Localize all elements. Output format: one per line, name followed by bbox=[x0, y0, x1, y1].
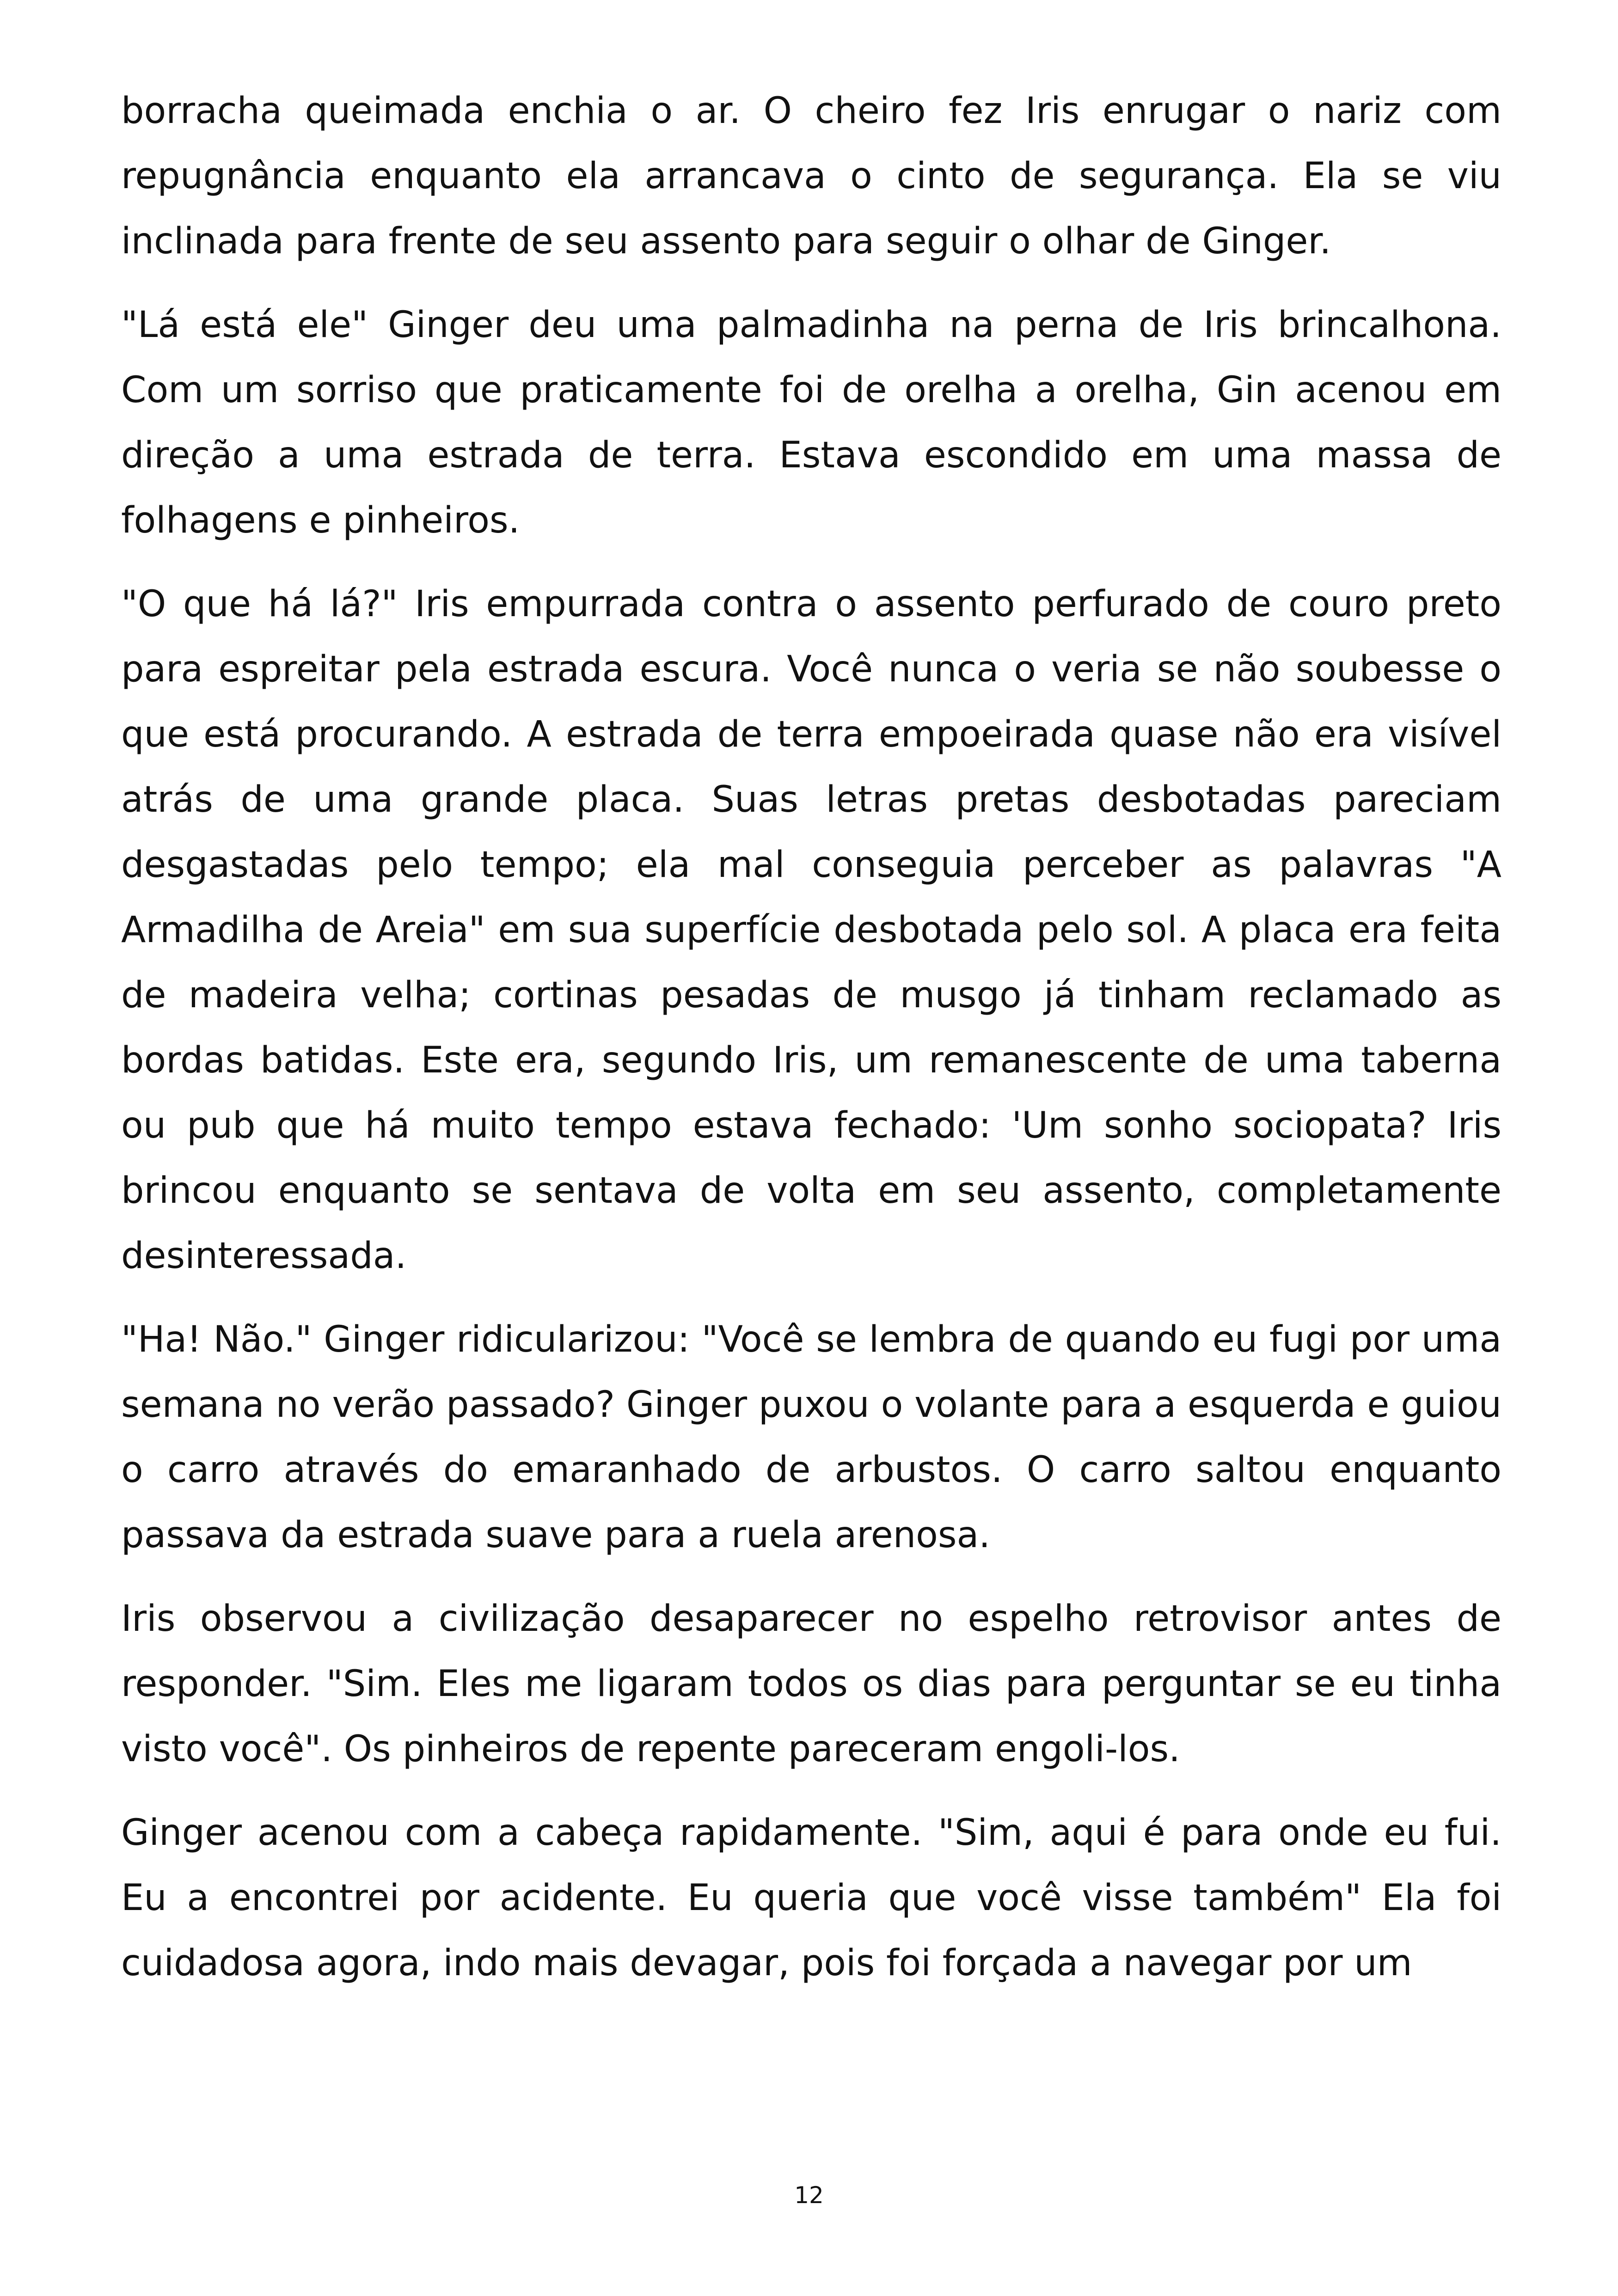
paragraph-6: Ginger acenou com a cabeça rapidamente. "Sim, aqui é para onde eu fui. Eu a encontrei por acidente. Eu queria que você visse também" Ela foi cuidadosa agora, indo mais devagar, pois foi forçada a navegar por um bbox=[121, 1812, 1502, 1984]
paragraph-4: "Ha! Não." Ginger ridicularizou: "Você se lembra de quando eu fugi por uma semana no verão passado? Ginger puxou o volante para a esquerda e guiou o carro através do emaranhado de arbustos. O carro saltou enquanto passava da estrada suave para a ruela arenosa. bbox=[121, 1319, 1502, 1556]
paragraph-5: Iris observou a civilização desaparecer no espelho retrovisor antes de responder. "Sim. Eles me ligaram todos os dias para perguntar se eu tinha visto você". Os pinheiros de repente pareceram engoli-los. bbox=[121, 1598, 1502, 1770]
paragraph-2: "Lá está ele" Ginger deu uma palmadinha na perna de Iris brincalhona. Com um sorriso que praticamente foi de orelha a orelha, Gin acenou em direção a uma estrada de terra. Estava escondido em uma massa de folhagens e pinheiros. bbox=[121, 304, 1502, 541]
body-text bbox=[121, 79, 1502, 2014]
page-number: 12 bbox=[794, 2182, 824, 2209]
paragraph-1: borracha queimada enchia o ar. O cheiro fez Iris enrugar o nariz com repugnância enquanto ela arrancava o cinto de segurança. Ela se viu inclinada para frente de seu assento para seguir o olhar de Ginger. bbox=[121, 90, 1502, 262]
paragraph-3: "O que há lá?" Iris empurrada contra o assento perfurado de couro preto para espreitar pela estrada escura. Você nunca o veria se não soubesse o que está procurando. A estrada de terra empoeirada quase não era visível atrás de uma grande placa. Suas letras pretas desbotadas pareciam desgastadas pelo tempo; ela mal conseguia perceber as palavras "A Armadilha de Areia" em sua superfície desbotada pelo sol. A placa era feita de madeira velha; cortinas pesadas de musgo já tinham reclamado as bordas batidas. Este era, segundo Iris, um remanescente de uma taberna ou pub que há muito tempo estava fechado: 'Um sonho sociopata? Iris brincou enquanto se sentava de volta em seu assento, completamente desinteressada. bbox=[121, 583, 1502, 1277]
